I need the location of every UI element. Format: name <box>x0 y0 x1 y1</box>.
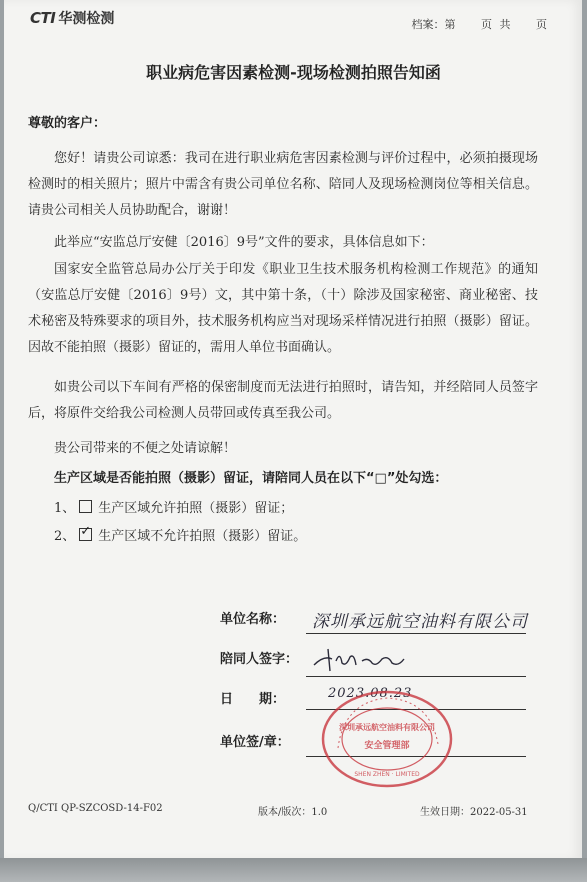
salutation: 尊敬的客户： <box>28 116 107 131</box>
company-name-label: 单位名称： <box>220 612 286 627</box>
paragraph-regulation-ref: 此举应“安监总厅安健〔2016〕9号”文件的要求，具体信息如下： <box>54 235 434 250</box>
svg-text:安全管理部: 安全管理部 <box>364 741 410 751</box>
company-logo <box>30 8 114 28</box>
effective-date: 生效日期：2022-05-31 <box>420 807 528 818</box>
archive-label: 档案：第 <box>411 18 456 31</box>
option-deny-photo <box>54 525 306 544</box>
option-number: 2、 <box>54 529 76 544</box>
companion-signature-label: 陪同人签字： <box>220 652 299 667</box>
total-unit: 页 <box>536 18 547 31</box>
option-label: 生产区域不允许拍照（摄影）留证。 <box>98 529 307 544</box>
paragraph-apology: 贵公司带来的不便之处请谅解！ <box>54 441 237 456</box>
archive-page-info <box>408 16 548 32</box>
logo-latin: CTI <box>30 9 56 27</box>
companion-signature <box>310 643 420 675</box>
paragraph-regulation-detail: 国家安全监管总局办公厅关于印发《职业卫生技术服务机构检测工作规范》的通知（安监总厅安健〔2016〕9号）文，其中第十条，（十）除涉及国家秘密、商业秘密、技术秘密及特殊要求的项目外，技术服务机构应当对现场采样情况进行拍照（摄影）留证。因故不能拍照（摄影）留证的，需用人单位书面确认。 <box>28 262 538 355</box>
document-code: Q/CTI QP-SZCOSD-14-F02 <box>28 803 163 814</box>
company-name-handwritten: 深圳承远航空油料有限公司 <box>312 612 528 632</box>
deny-checkbox-checked[interactable] <box>79 528 92 541</box>
companion-signature-line <box>306 676 526 677</box>
company-seal-stamp <box>318 688 456 790</box>
paragraph-request: 您好！请贵公司谅悉：我司在进行职业病危害因素检测与评价过程中，必须拍摄现场检测时的相关照片；照片中需含有贵公司单位名称、陪同人及现场检测岗位等相关信息。请贵公司相关人员协助配合，谢谢！ <box>28 151 538 218</box>
logo-chinese: 华测检测 <box>58 11 115 27</box>
paragraph-confidential: 如贵公司以下车间有严格的保密制度而无法进行拍照时，请告知，并经陪同人员签字后，将原件交给我公司检测人员带回或传真至我公司。 <box>28 380 538 421</box>
photo-permission-question: 生产区域是否能拍照（摄影）留证，请陪同人员在以下“□”处勾选： <box>54 471 448 486</box>
date-label: 日 期： <box>220 692 286 707</box>
background-surface <box>0 858 587 882</box>
document-title: 职业病危害因素检测-现场检测拍照告知函 <box>146 63 441 82</box>
svg-text:深圳承远航空油料有限公司: 深圳承远航空油料有限公司 <box>339 723 435 732</box>
option-allow-photo <box>54 497 293 516</box>
option-label: 生产区域允许拍照（摄影）留证； <box>98 501 294 516</box>
allow-checkbox[interactable] <box>79 500 92 513</box>
document-version: 版本/版次：1.0 <box>258 807 328 818</box>
total-label: 共 <box>499 18 511 31</box>
company-name-line <box>306 633 526 634</box>
seal-label: 单位签/章： <box>220 735 290 750</box>
option-number: 1、 <box>54 501 76 516</box>
page-label: 页 <box>481 18 492 31</box>
svg-text:SHEN ZHEN · LIMITED: SHEN ZHEN · LIMITED <box>354 771 420 778</box>
date-handwritten: 2023.08.23 <box>328 686 413 701</box>
